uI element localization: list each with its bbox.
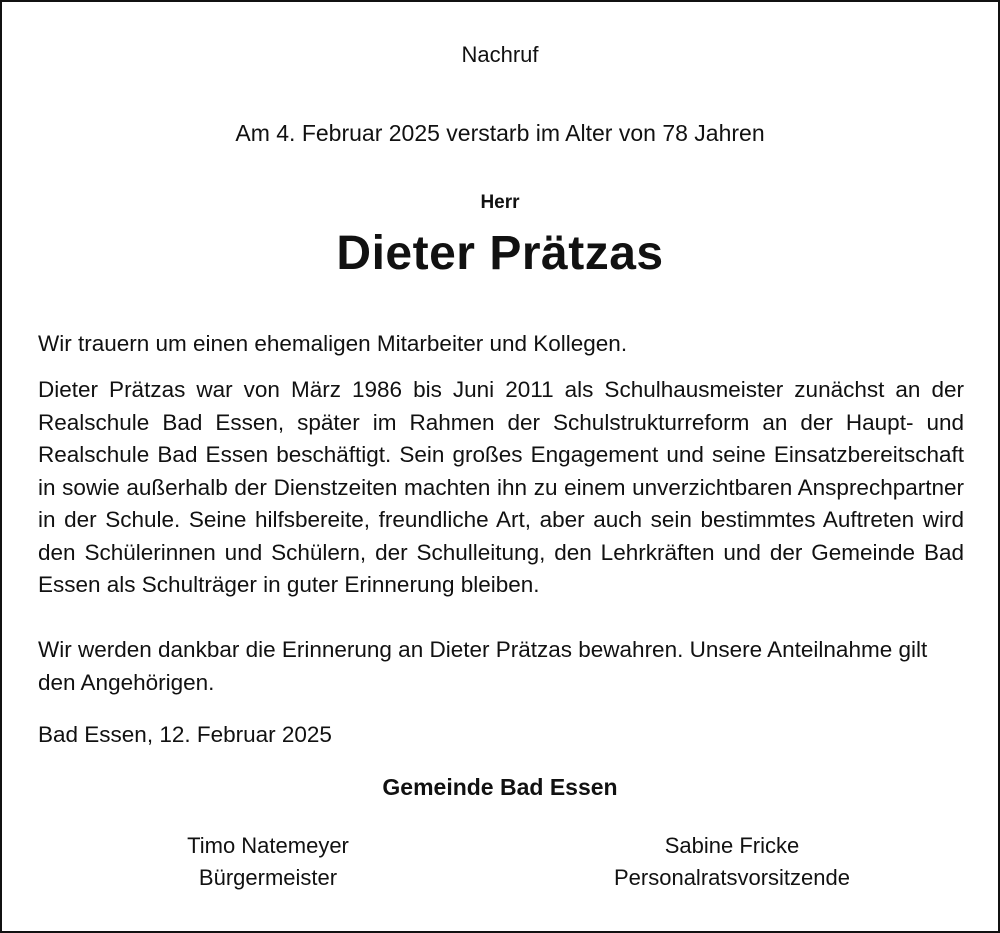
place-and-date: Bad Essen, 12. Februar 2025 [38, 722, 332, 747]
salutation: Herr [480, 192, 520, 213]
signer-name: Timo Natemeyer [187, 833, 349, 858]
signer-title: Bürgermeister [198, 865, 338, 890]
paragraph-mourning: Wir trauern um einen ehemaligen Mitarbeiter und Kollegen. [38, 331, 628, 356]
signer-mayor [118, 830, 418, 894]
deceased-name: Dieter Prätzas [336, 227, 664, 280]
signer-staff-council [582, 830, 882, 894]
signer-name: Sabine Fricke [664, 833, 800, 858]
organization-name: Gemeinde Bad Essen [382, 774, 618, 800]
death-announcement: Am 4. Februar 2025 verstarb im Alter von 78 Jahren [235, 120, 765, 146]
signer-title: Personalratsvorsitzende [613, 865, 850, 890]
paragraph-gratitude: Wir werden dankbar die Erinnerung an Dieter Prätzas bewahren. Unsere Anteilnahme gilt den Angehörigen. [38, 637, 928, 695]
paragraph-biography: Dieter Prätzas war von März 1986 bis Juni 2011 als Schulhausmeister zunächst an der Realschule Bad Essen, später im Rahmen der Schulstrukturreform an der Haupt- und Realschule Bad Essen beschäftigt. Sein großes Engagement und seine Einsatzbereitschaft in sowie außerhalb der Dienstzeiten machten ihn zu einem unverzichtbaren Ansprechpartner in der Schule. Seine hilfsbereite, freundliche Art, aber auch sein bestimmtes Auftreten wird den Schülerinnen und Schülern, der Schulleitung, den Lehrkräften und der Gemeinde Bad Essen als Schulträger in guter Erinnerung bleiben. [38, 377, 964, 597]
obituary-heading: Nachruf [461, 42, 539, 67]
